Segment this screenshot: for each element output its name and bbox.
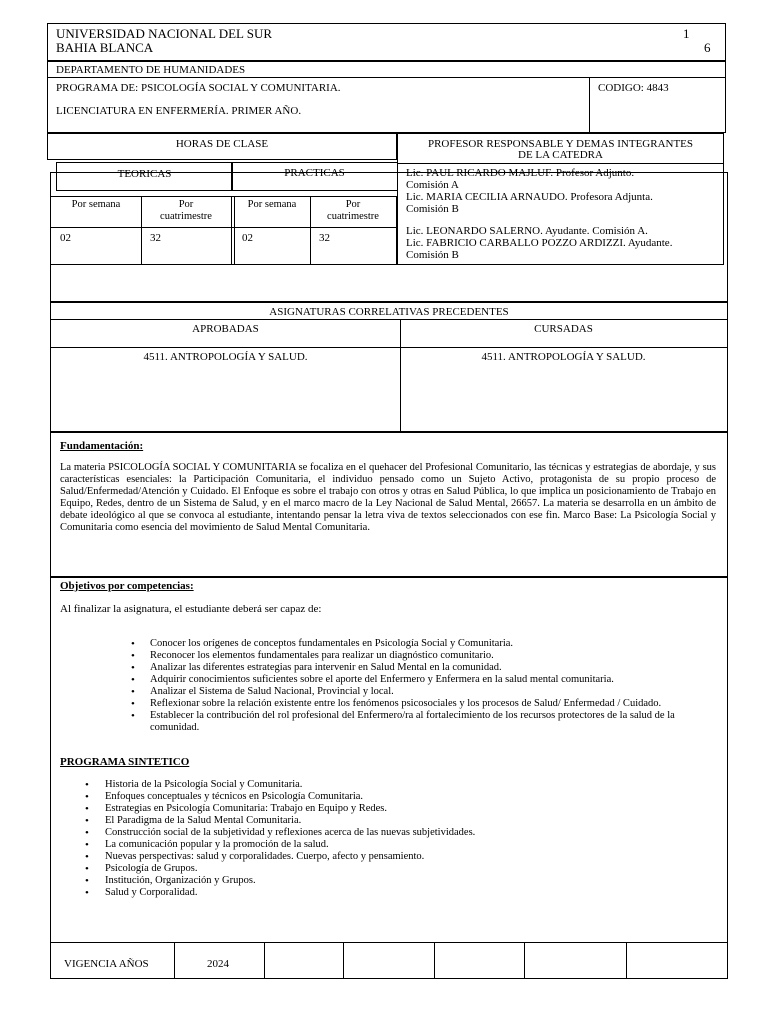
cursadas-value: 4511. ANTROPOLOGÍA Y SALUD.	[481, 351, 646, 363]
correlativas-col-divider	[400, 320, 401, 432]
programa-item: • Psicología de Grupos.	[83, 863, 703, 875]
hours-col-divider	[231, 196, 232, 264]
programa-list	[83, 779, 703, 899]
vigencia-col-divider	[264, 943, 265, 978]
vigencia-col-divider	[343, 943, 344, 978]
staff-line: Lic. PAUL RICARDO MAJLUF. Profesor Adjunto.	[406, 167, 635, 179]
correlativas-box	[50, 302, 728, 432]
programa-item: • Nuevas perspectivas: salud y corporalidades. Cuerpo, afecto y pensamiento.	[83, 851, 703, 863]
staff-title-2: DE LA CATEDRA	[518, 149, 603, 161]
staff-line: Comisión B	[406, 203, 459, 215]
aprobadas-value: 4511. ANTROPOLOGÍA Y SALUD.	[143, 351, 308, 363]
objetivo-item: • Establecer la contribución del rol profesional del Enfermero/ra al fortalecimiento de los recursos protectores de la salud de la comunidad.	[128, 710, 718, 734]
page-number: 1	[683, 26, 690, 41]
staff-divider	[398, 163, 723, 164]
objetivo-item: • Analizar el Sistema de Salud Nacional, Provincial y local.	[128, 686, 718, 698]
hours-col-divider	[396, 196, 397, 264]
vigencia-col-divider	[524, 943, 525, 978]
staff-title-1: PROFESOR RESPONSABLE Y DEMAS INTEGRANTES	[427, 138, 694, 150]
staff-line: Comisión B	[406, 249, 459, 261]
objetivo-item: • Reconocer los elementos fundamentales para realizar un diagnóstico comunitario.	[128, 650, 718, 662]
practicas-cuatrimestre-header: cuatrimestre	[327, 211, 379, 222]
vigencia-col-divider	[434, 943, 435, 978]
correlativas-divider	[51, 347, 727, 348]
university-name: UNIVERSIDAD NACIONAL DEL SUR	[56, 26, 273, 41]
programa-item: • El Paradigma de la Salud Mental Comunitaria.	[83, 815, 703, 827]
objetivo-item: • Analizar las diferentes estrategias para intervenir en Salud Mental en la comunidad.	[128, 662, 718, 674]
subject-code: CODIGO: 4843	[598, 82, 669, 94]
program-title: PROGRAMA DE: PSICOLOGÍA SOCIAL Y COMUNITARIA.	[56, 82, 341, 94]
correlativas-title: ASIGNATURAS CORRELATIVAS PRECEDENTES	[269, 306, 509, 318]
teoricas-cuatrimestre-header: cuatrimestre	[160, 211, 212, 222]
programa-item: • Institución, Organización y Grupos.	[83, 875, 703, 887]
objetivo-item: • Adquirir conocimientos suficientes sobre el aporte del Enfermero y Enfermera en la salud mental comunitaria.	[128, 674, 718, 686]
programa-item: • La comunicación popular y la promoción de la salud.	[83, 839, 703, 851]
programa-item: • Estrategias en Psicología Comunitaria: Trabajo en Equipo y Redes.	[83, 803, 703, 815]
practicas-cuatrimestre-value: 32	[319, 232, 330, 244]
programa-item: • Enfoques conceptuales y técnicos en Psicología Comunitaria.	[83, 791, 703, 803]
teoricas-semana-value: 02	[60, 232, 71, 244]
teoricas-cuatrimestre-header: Por	[178, 199, 194, 210]
programa-item: • Salud y Corporalidad.	[83, 887, 703, 899]
city-name: BAHIA BLANCA	[56, 40, 154, 55]
practicas-cuatrimestre-header: Por	[345, 199, 361, 210]
vigencia-label: VIGENCIA AÑOS	[64, 958, 149, 970]
objetivos-title: Objetivos por competencias:	[60, 580, 194, 592]
vigencia-col-divider	[174, 943, 175, 978]
objetivos-list	[128, 638, 718, 734]
hours-row-divider	[51, 196, 397, 197]
practicas-semana-header: Por semana	[247, 199, 297, 210]
objetivo-item: • Conocer los orígenes de conceptos fundamentales en Psicología Social y Comunitaria.	[128, 638, 718, 650]
fundamentacion-text: La materia PSICOLOGÍA SOCIAL Y COMUNITARIA se focaliza en el quehacer del Profesional Comunitario, las técnicas y estrategias de abordaje, y sus características esenciales: la Participación Comunitaria, el individuo pensado como un Sujeto Activo, protagonista de su propio proceso de Salud/Enfermedad/Atención y Cuidado. El Enfoque es sobre el trabajo con otros y otras en Salud Pública, lo que implica un posicionamiento de Trabajo en Equipo, Redes, dentro de un Sistema de Salud, y en el marco macro de la Ley Nacional de Salud Mental, 26657. La materia se desarrolla en un ámbito de debate ideológico al que se convoca al estudiante, intentando pensar la letra viva de textos seleccionados con ese fin. Marco Base: La Psicología Social y Comunitaria como esencia del movimiento de Salud Mental Comunitaria.	[60, 462, 716, 533]
staff-line: Comisión A	[406, 179, 459, 191]
aprobadas-label: APROBADAS	[192, 323, 259, 335]
practicas-semana-value: 02	[242, 232, 253, 244]
correlativas-divider	[51, 319, 727, 320]
objetivo-item: • Reflexionar sobre la relación existente entre los fenómenos psicosociales y los procesos de Salud/ Enfermedad / Cuidado.	[128, 698, 718, 710]
practicas-label: PRACTICAS	[284, 167, 345, 179]
page-total: 6	[704, 40, 711, 55]
hours-row-divider	[51, 264, 397, 265]
staff-line: Lic. LEONARDO SALERNO. Ayudante. Comisión A.	[406, 225, 648, 237]
fundamentacion-title: Fundamentación:	[60, 440, 144, 452]
teoricas-cuatrimestre-value: 32	[150, 232, 161, 244]
teoricas-semana-header: Por semana	[71, 199, 121, 210]
career-title: LICENCIATURA EN ENFERMERÍA. PRIMER AÑO.	[56, 105, 302, 117]
vigencia-col-divider	[626, 943, 627, 978]
programa-item: • Historia de la Psicología Social y Comunitaria.	[83, 779, 703, 791]
staff-line: Lic. FABRICIO CARBALLO POZZO ARDIZZI. Ayudante.	[406, 237, 673, 249]
programa-item: • Construcción social de la subjetividad y reflexiones acerca de las nuevas subjetividades.	[83, 827, 703, 839]
programa-title: PROGRAMA SINTETICO	[60, 756, 190, 768]
vigencia-year: 2024	[207, 958, 229, 970]
objetivos-intro: Al finalizar la asignatura, el estudiante deberá ser capaz de:	[60, 603, 322, 615]
hours-title: HORAS DE CLASE	[175, 138, 269, 150]
teoricas-label: TEORICAS	[117, 168, 172, 180]
cursadas-label: CURSADAS	[534, 323, 593, 335]
staff-line: Lic. MARIA CECILIA ARNAUDO. Profesora Adjunta.	[406, 191, 653, 203]
hours-row-divider	[51, 227, 397, 228]
department-name: DEPARTAMENTO DE HUMANIDADES	[56, 64, 246, 76]
